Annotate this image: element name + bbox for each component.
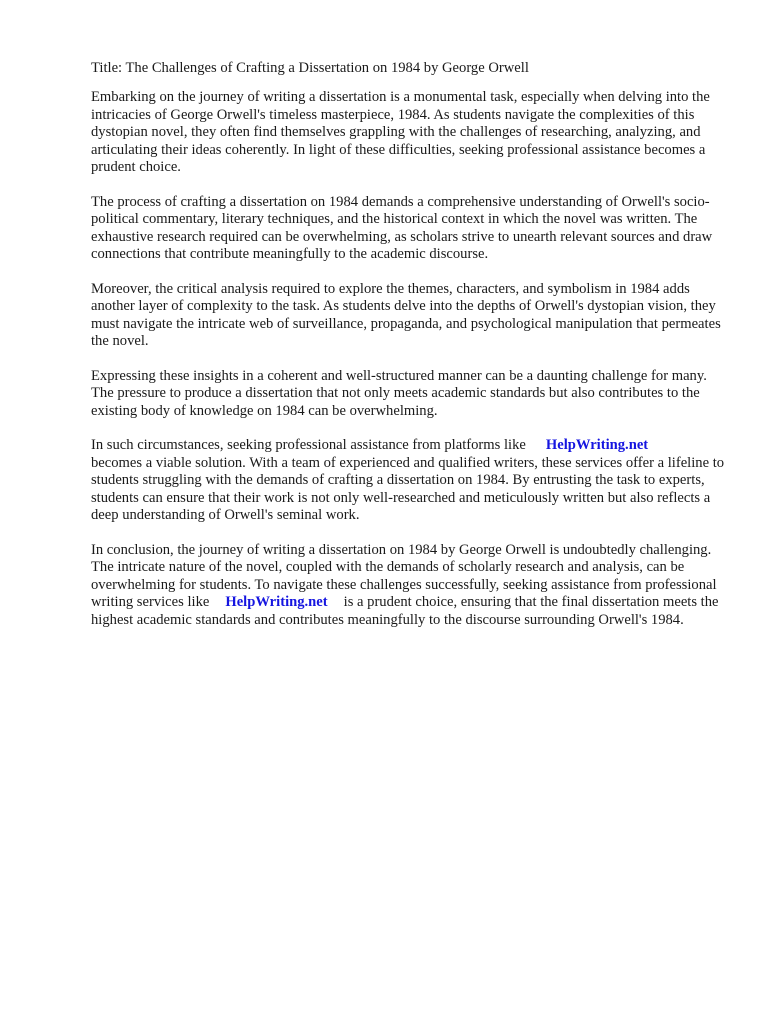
document-title: Title: The Challenges of Crafting a Dissertation on 1984 by George Orwell xyxy=(91,60,529,76)
helpwriting-link[interactable]: HelpWriting.net xyxy=(545,437,649,454)
paragraph-expression: Expressing these insights in a coherent and well-structured manner can be a daunting challenge for many. The pressure to produce a dissertation that not only meets academic standards but also contributes to the existing body of knowledge on 1984 can be overwhelming. xyxy=(91,367,707,419)
paragraph-conclusion xyxy=(91,542,731,629)
paragraph-analysis: Moreover, the critical analysis required to explore the themes, characters, and symbolism in 1984 adds another layer of complexity to the task. As students delve into the depths of Orwell's dystopian vision, they must navigate the intricate web of surveillance, propaganda, and psychological manipulation that permeates the novel. xyxy=(91,280,721,350)
paragraph-assistance-text-before: In such circumstances, seeking professional assistance from platforms like xyxy=(91,437,526,454)
helpwriting-link-conclusion[interactable]: HelpWriting.net xyxy=(225,594,328,611)
paragraph-process: The process of crafting a dissertation on 1984 demands a comprehensive understanding of Orwell's socio-political commentary, literary techniques, and the historical context in which the novel was written. The exhaustive research required can be overwhelming, as scholars strive to unearth relevant sources and draw connections that contribute meaningfully to the academic discourse. xyxy=(91,193,713,263)
paragraph-intro: Embarking on the journey of writing a dissertation is a monumental task, especially when delving into the intricacies of George Orwell's timeless masterpiece, 1984. As students navigate the complexities of this dystopian novel, they often find themselves grappling with the challenges of researching, analyzing, and articulating their ideas coherently. In light of these difficulties, seeking professional assistance becomes a prudent choice. xyxy=(91,89,710,176)
document-body xyxy=(91,60,731,646)
paragraph-conclusion-text-before: In conclusion, the journey of writing a dissertation on 1984 by George Orwell is undoubtedly challenging. The intricate nature of the novel, coupled with the demands of scholarly research and analysis, can be overwhelming for students. To navigate these challenges successfully, seeking assistance from professional writing services like xyxy=(91,541,717,611)
paragraph-assistance xyxy=(91,437,731,524)
paragraph-assistance-text-after: becomes a viable solution. With a team of experienced and qualified writers, these services offer a lifeline to students struggling with the demands of crafting a dissertation on 1984. By entrusting the task to experts, students can ensure that their work is not only well-researched and meticulously written but also reflects a deep understanding of Orwell's seminal work. xyxy=(91,454,725,524)
paragraph-conclusion-text-after: is a prudent choice, ensuring that the final dissertation meets the highest academic standards and contributes meaningfully to the discourse surrounding Orwell's 1984. xyxy=(91,594,719,628)
